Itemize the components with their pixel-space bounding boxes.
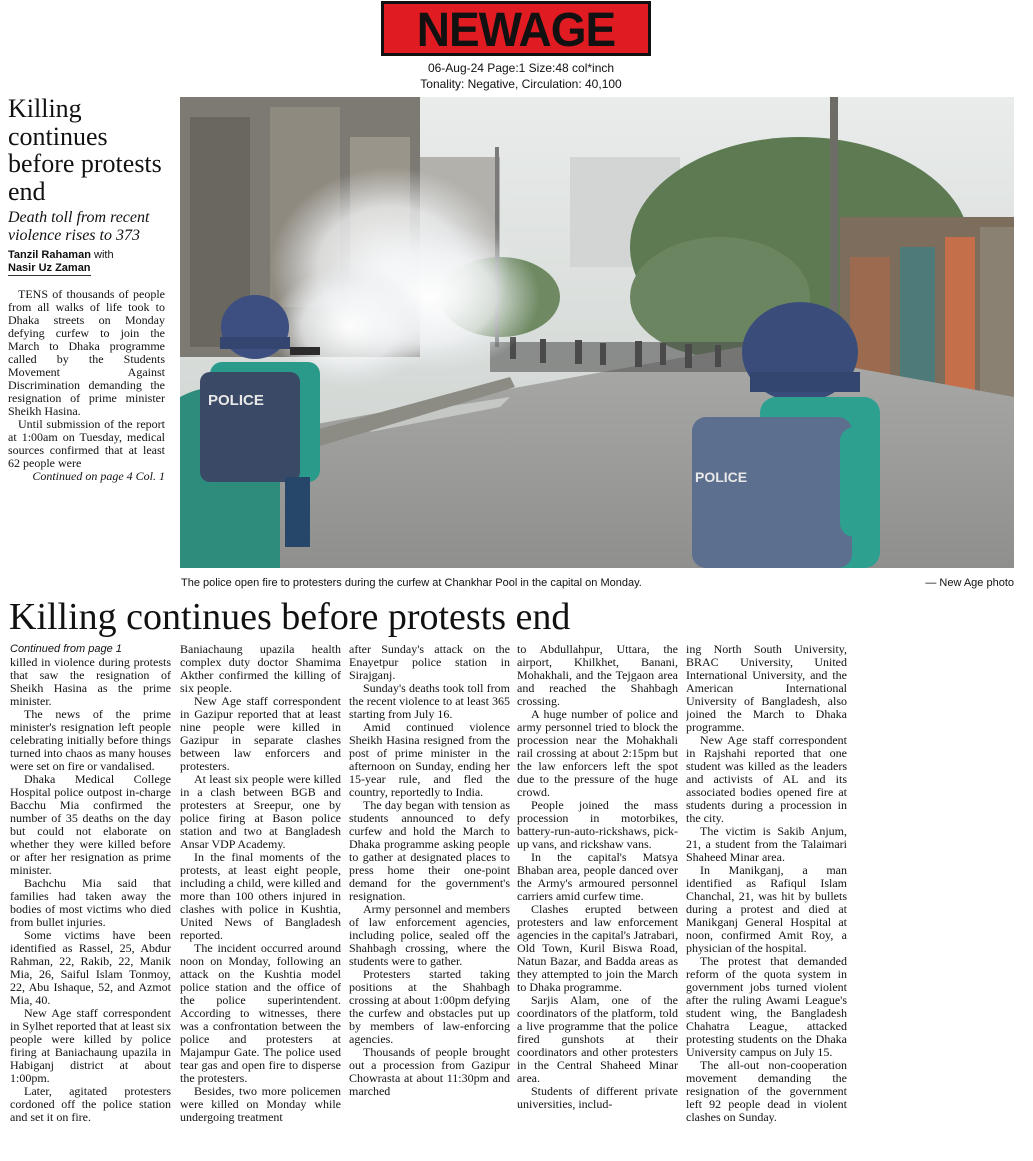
byline-with: with xyxy=(90,249,114,261)
paragraph: The victim is Sakib Anjum, 21, a student from the Talaimari Shaheed Minar area. xyxy=(686,824,847,864)
paragraph: In Manikganj, a man identified as Rafiqul Islam Chanchal, 21, was hit by bullets during a protest and died at Manikganj General Hospital at noon, confirmed Amit Roy, a physician of the hospital. xyxy=(686,863,847,955)
byline xyxy=(8,249,114,275)
paragraph: The day began with tension as students announced to defy curfew and hold the March to Dhaka programme asking people to gather at designated places to press home their one-point demand for the government's resignation. xyxy=(349,798,510,903)
paragraph: The all-out non-cooperation movement demanding the resignation of the government left 92 people dead in violent clashes on Sunday. xyxy=(686,1058,847,1124)
paragraph: People joined the mass procession in motorbikes, battery-run-auto-rickshaws, pick-up vans, and rickshaw vans. xyxy=(517,798,678,851)
newspaper-logo xyxy=(381,1,651,56)
police-vest-label-left: POLICE xyxy=(208,392,264,409)
front-deck: Death toll from recent violence rises to 373 xyxy=(8,209,150,244)
paragraph: Thousands of people brought out a procession from Gazipur Chowrasta at about 11:30pm and marched xyxy=(349,1045,510,1098)
article-column-2 xyxy=(180,643,341,1155)
paragraph: Dhaka Medical College Hospital police outpost in-charge Bacchu Mia confirmed the number of 35 deaths on the day but could not elaborate on whether they were killed before or after her resignation as prime minister. xyxy=(10,772,171,877)
paragraph: The incident occurred around noon on Monday, following an attack on the Kushtia model police station and the office of the police superintendent. According to witnesses, there was a confrontation between the police and protesters at Majampur Gate. The police used tear gas and open fire to disperse the protesters. xyxy=(180,941,341,1085)
paragraph: to Abdullahpur, Uttara, the airport, Khilkhet, Banani, Mohakhali, and the Tejgaon area and reached the Shahbagh crossing. xyxy=(517,643,678,708)
intro-paragraph-2: Until submission of the report at 1:00am on Tuesday, medical sources confirmed that at least 62 people were xyxy=(8,417,165,470)
paragraph: The news of the prime minister's resignation left people celebrating initially before things turned into chaos as many houses were set on fire or vandalised. xyxy=(10,707,171,773)
clip-info-line-1: 06-Aug-24 Page:1 Size:48 col*inch xyxy=(427,61,615,75)
paragraph: The protest that demanded reform of the quota system in government jobs turned violent after the ruling Awami League's student wing, the Bangladesh Chahatra League, attacked protesting students on the Dhaka University campus on July 15. xyxy=(686,954,847,1059)
continued-on-note: Continued on page 4 Col. 1 xyxy=(32,469,165,483)
police-vest-label-right: POLICE xyxy=(695,469,748,485)
paragraph: New Age staff correspondent in Sylhet reported that at least six people were killed by police firing at Baniachaung upazila in Habiganj district at about 1:00pm. xyxy=(10,1006,171,1085)
logo-text: NEWAGE xyxy=(416,1,616,56)
paragraph: Besides, two more policemen were killed on Monday while undergoing treatment xyxy=(180,1084,341,1124)
paragraph: Protesters started taking positions at the Shahbagh crossing at about 1:00pm defying the curfew and obstacles put up by members of law-enforcing agencies. xyxy=(349,967,510,1046)
clip-info-line-2: Tonality: Negative, Circulation: 40,100 xyxy=(420,77,622,91)
paragraph: New Age staff correspondent in Gazipur reported that at least nine people were killed in Gazipur in separate clashes between law enforcers and protesters. xyxy=(180,694,341,773)
paragraph: Sarjis Alam, one of the coordinators of the platform, told a live programme that the police fired gunshots at their coordinators and other protesters in the Central Shaheed Minar area. xyxy=(517,993,678,1085)
photo-illustration xyxy=(180,97,1014,568)
news-photo xyxy=(180,97,1014,568)
jump-headline: Killing continues before protests end xyxy=(9,596,571,638)
article-column-1 xyxy=(10,643,171,1155)
paragraph: Bachchu Mia said that families had taken away the bodies of most victims who died from bullet injuries. xyxy=(10,876,171,929)
article-column-4 xyxy=(517,643,678,1155)
paragraph: New Age staff correspondent in Rajshahi reported that one student was killed as the leaders and activists of AL and its associated bodies opened fire at students during a procession in the city. xyxy=(686,733,847,825)
front-intro xyxy=(8,288,165,483)
paragraph: killed in violence during protests that saw the resignation of Sheikh Hasina as the prime minister. xyxy=(10,655,171,708)
paragraph: after Sunday's attack on the Enayetpur police station in Sirajganj. xyxy=(349,643,510,682)
paragraph: Army personnel and members of law enforcement agencies, including police, sealed off the Shahbagh crossing, where the students were to gather. xyxy=(349,902,510,968)
paragraph: Amid continued violence Sheikh Hasina resigned from the post of prime minister in the afternoon on Sunday, ending her 15-year rule, and fled the country, reportedly to India. xyxy=(349,720,510,799)
paragraph: Sunday's deaths took toll from the recent violence to at least 365 starting from July 16. xyxy=(349,681,510,721)
paragraph: Baniachaung upazila health complex duty doctor Shamima Akther confirmed the killing of six people. xyxy=(180,643,341,695)
paragraph: ing North South University, BRAC University, United International University, and the American International University of Bangladesh, also joined the March to Dhaka programme. xyxy=(686,643,847,734)
paragraph: Students of different private universities, includ- xyxy=(517,1084,678,1111)
photo-caption: The police open fire to protesters during the curfew at Chankhar Pool in the capital on Monday. xyxy=(181,577,642,589)
photo-credit: — New Age photo xyxy=(925,577,1014,589)
byline-author-2: Nasir Uz Zaman xyxy=(8,262,91,274)
paragraph: In the capital's Matsya Bhaban area, people danced over the Army's armoured personnel carriers amid curfew time. xyxy=(517,850,678,903)
byline-author-1: Tanzil Rahaman xyxy=(8,249,91,261)
paragraph: At least six people were killed in a clash between BGB and protesters at Sreepur, one by police firing at Bason police station and two at Bangladesh Ansar VDP Academy. xyxy=(180,772,341,851)
paragraph: Later, agitated protesters cordoned off the police station and set it on fire. xyxy=(10,1084,171,1124)
continued-from-note: Continued from page 1 xyxy=(10,643,122,655)
paragraph: In the final moments of the protests, at least eight people, including a child, were killed and more than 100 others injured in clashes with police in Kushtia, United News of Bangladesh reported. xyxy=(180,850,341,942)
article-column-5 xyxy=(686,643,847,1155)
intro-paragraph-1: TENS of thousands of people from all walks of life took to Dhaka streets on Monday defying curfew to join the March to Dhaka programme called by the Students Movement Against Discrimination demanding the resignation of prime minister Sheikh Hasina. xyxy=(8,287,165,418)
article-column-3 xyxy=(349,643,510,1155)
front-headline: Killing continues before protests end xyxy=(8,94,162,206)
paragraph: A huge number of police and army personnel tried to block the procession near the Mohakhali rail crossing at about 2:15pm but the law enforcers left the spot due to the pressure of the huge crowd. xyxy=(517,707,678,799)
paragraph: Some victims have been identified as Rassel, 25, Abdur Rahman, 22, Rakib, 22, Manik Mia, 26, Saiful Islam Tonmoy, 22, Abu Ishaque, 52, and Azmot Mia, 40. xyxy=(10,928,171,1007)
paragraph: Clashes erupted between protesters and law enforcement agencies in the capital's Jatrabari, Old Town, Kuril Biswa Road, Natun Bazar, and Badda areas as they attempted to join the March to Dhaka programme. xyxy=(517,902,678,994)
